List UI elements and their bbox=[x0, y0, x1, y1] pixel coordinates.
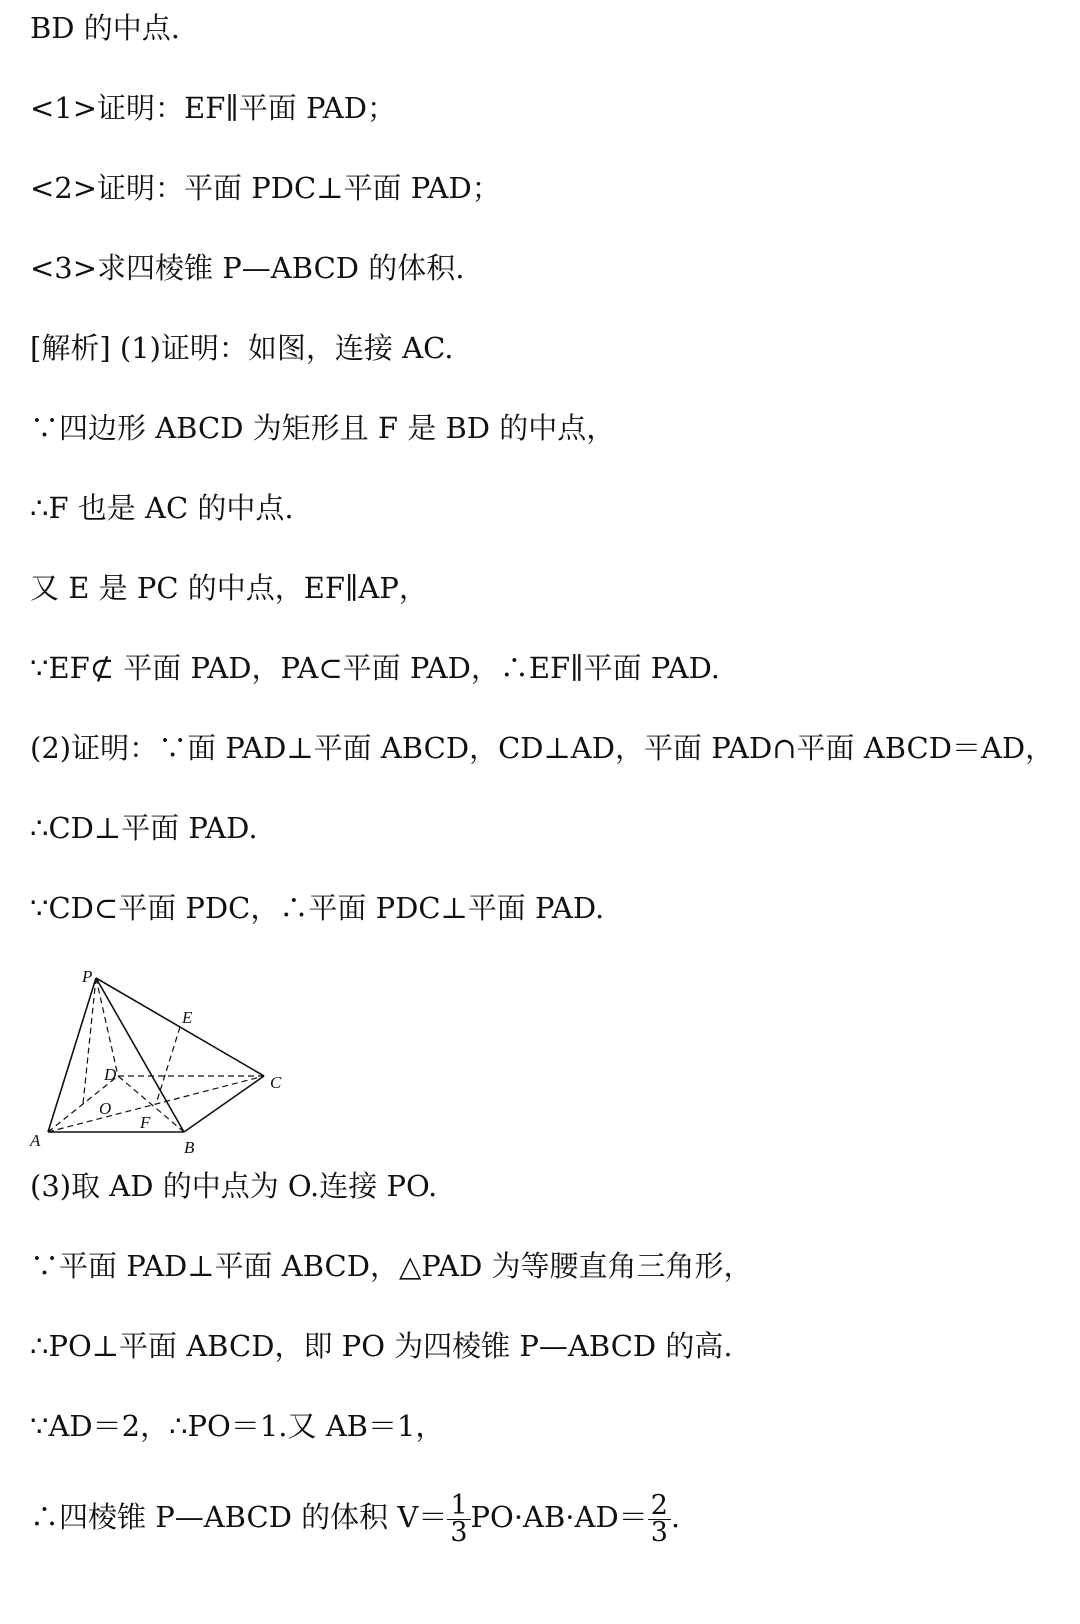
label-C: C bbox=[270, 1073, 282, 1092]
fraction-numerator: 1 bbox=[447, 1493, 470, 1520]
fraction-numerator: 2 bbox=[648, 1493, 671, 1520]
formula-prefix: ∴四棱锥 P—ABCD 的体积 V＝ bbox=[30, 1500, 448, 1534]
label-F: F bbox=[140, 1113, 151, 1132]
fraction-denominator: 3 bbox=[650, 1516, 668, 1548]
line-14: ∴PO⊥平面 ABCD，即 PO 为四棱锥 P—ABCD 的高. bbox=[30, 1329, 733, 1363]
line-1: <1>证明：EF∥平面 PAD； bbox=[30, 91, 396, 125]
edge-BC bbox=[184, 1076, 264, 1132]
line-10: ∴CD⊥平面 PAD. bbox=[30, 811, 258, 845]
line-2: <2>证明：平面 PDC⊥平面 PAD； bbox=[30, 171, 501, 205]
line-0: BD 的中点. bbox=[30, 11, 180, 45]
line-4: [解析] (1)证明：如图，连接 AC. bbox=[30, 331, 454, 365]
fraction-denominator: 3 bbox=[450, 1516, 468, 1548]
volume-formula-line bbox=[30, 1487, 680, 1547]
line-6: ∴F 也是 AC 的中点. bbox=[30, 491, 294, 525]
label-P: P bbox=[82, 967, 93, 986]
diag-BD bbox=[118, 1076, 184, 1132]
fraction-one-third bbox=[447, 1489, 470, 1548]
line-7: 又 E 是 PC 的中点，EF∥AP， bbox=[30, 571, 428, 605]
label-A: A bbox=[30, 1131, 41, 1150]
line-12: (3)取 AD 的中点为 O.连接 PO. bbox=[30, 1169, 438, 1203]
label-E: E bbox=[182, 1008, 193, 1027]
edge-PD bbox=[96, 978, 118, 1076]
line-3: <3>求四棱锥 P—ABCD 的体积. bbox=[30, 251, 465, 285]
line-15: ∵AD＝2，∴PO＝1.又 AB＝1， bbox=[30, 1409, 445, 1443]
label-D: D bbox=[104, 1065, 117, 1084]
line-13: ∵平面 PAD⊥平面 ABCD，△PAD 为等腰直角三角形， bbox=[30, 1249, 753, 1283]
line-9: (2)证明：∵面 PAD⊥平面 ABCD，CD⊥AD，平面 PAD∩平面 ABCD＝AD， bbox=[30, 731, 1055, 765]
fraction-two-thirds bbox=[648, 1489, 671, 1548]
line-11: ∵CD⊂平面 PDC，∴平面 PDC⊥平面 PAD. bbox=[30, 891, 605, 925]
line-5: ∵四边形 ABCD 为矩形且 F 是 BD 的中点， bbox=[30, 411, 616, 445]
formula-middle: PO·AB·AD＝ bbox=[470, 1500, 648, 1534]
formula-suffix: . bbox=[670, 1500, 681, 1534]
edge-PA bbox=[48, 978, 96, 1132]
label-B: B bbox=[184, 1138, 195, 1157]
label-O: O bbox=[99, 1099, 112, 1118]
pyramid-figure bbox=[24, 967, 324, 1190]
segment-EF bbox=[156, 1027, 180, 1104]
line-8: ∵EF⊄ 平面 PAD，PA⊂平面 PAD，∴EF∥平面 PAD. bbox=[30, 651, 721, 685]
